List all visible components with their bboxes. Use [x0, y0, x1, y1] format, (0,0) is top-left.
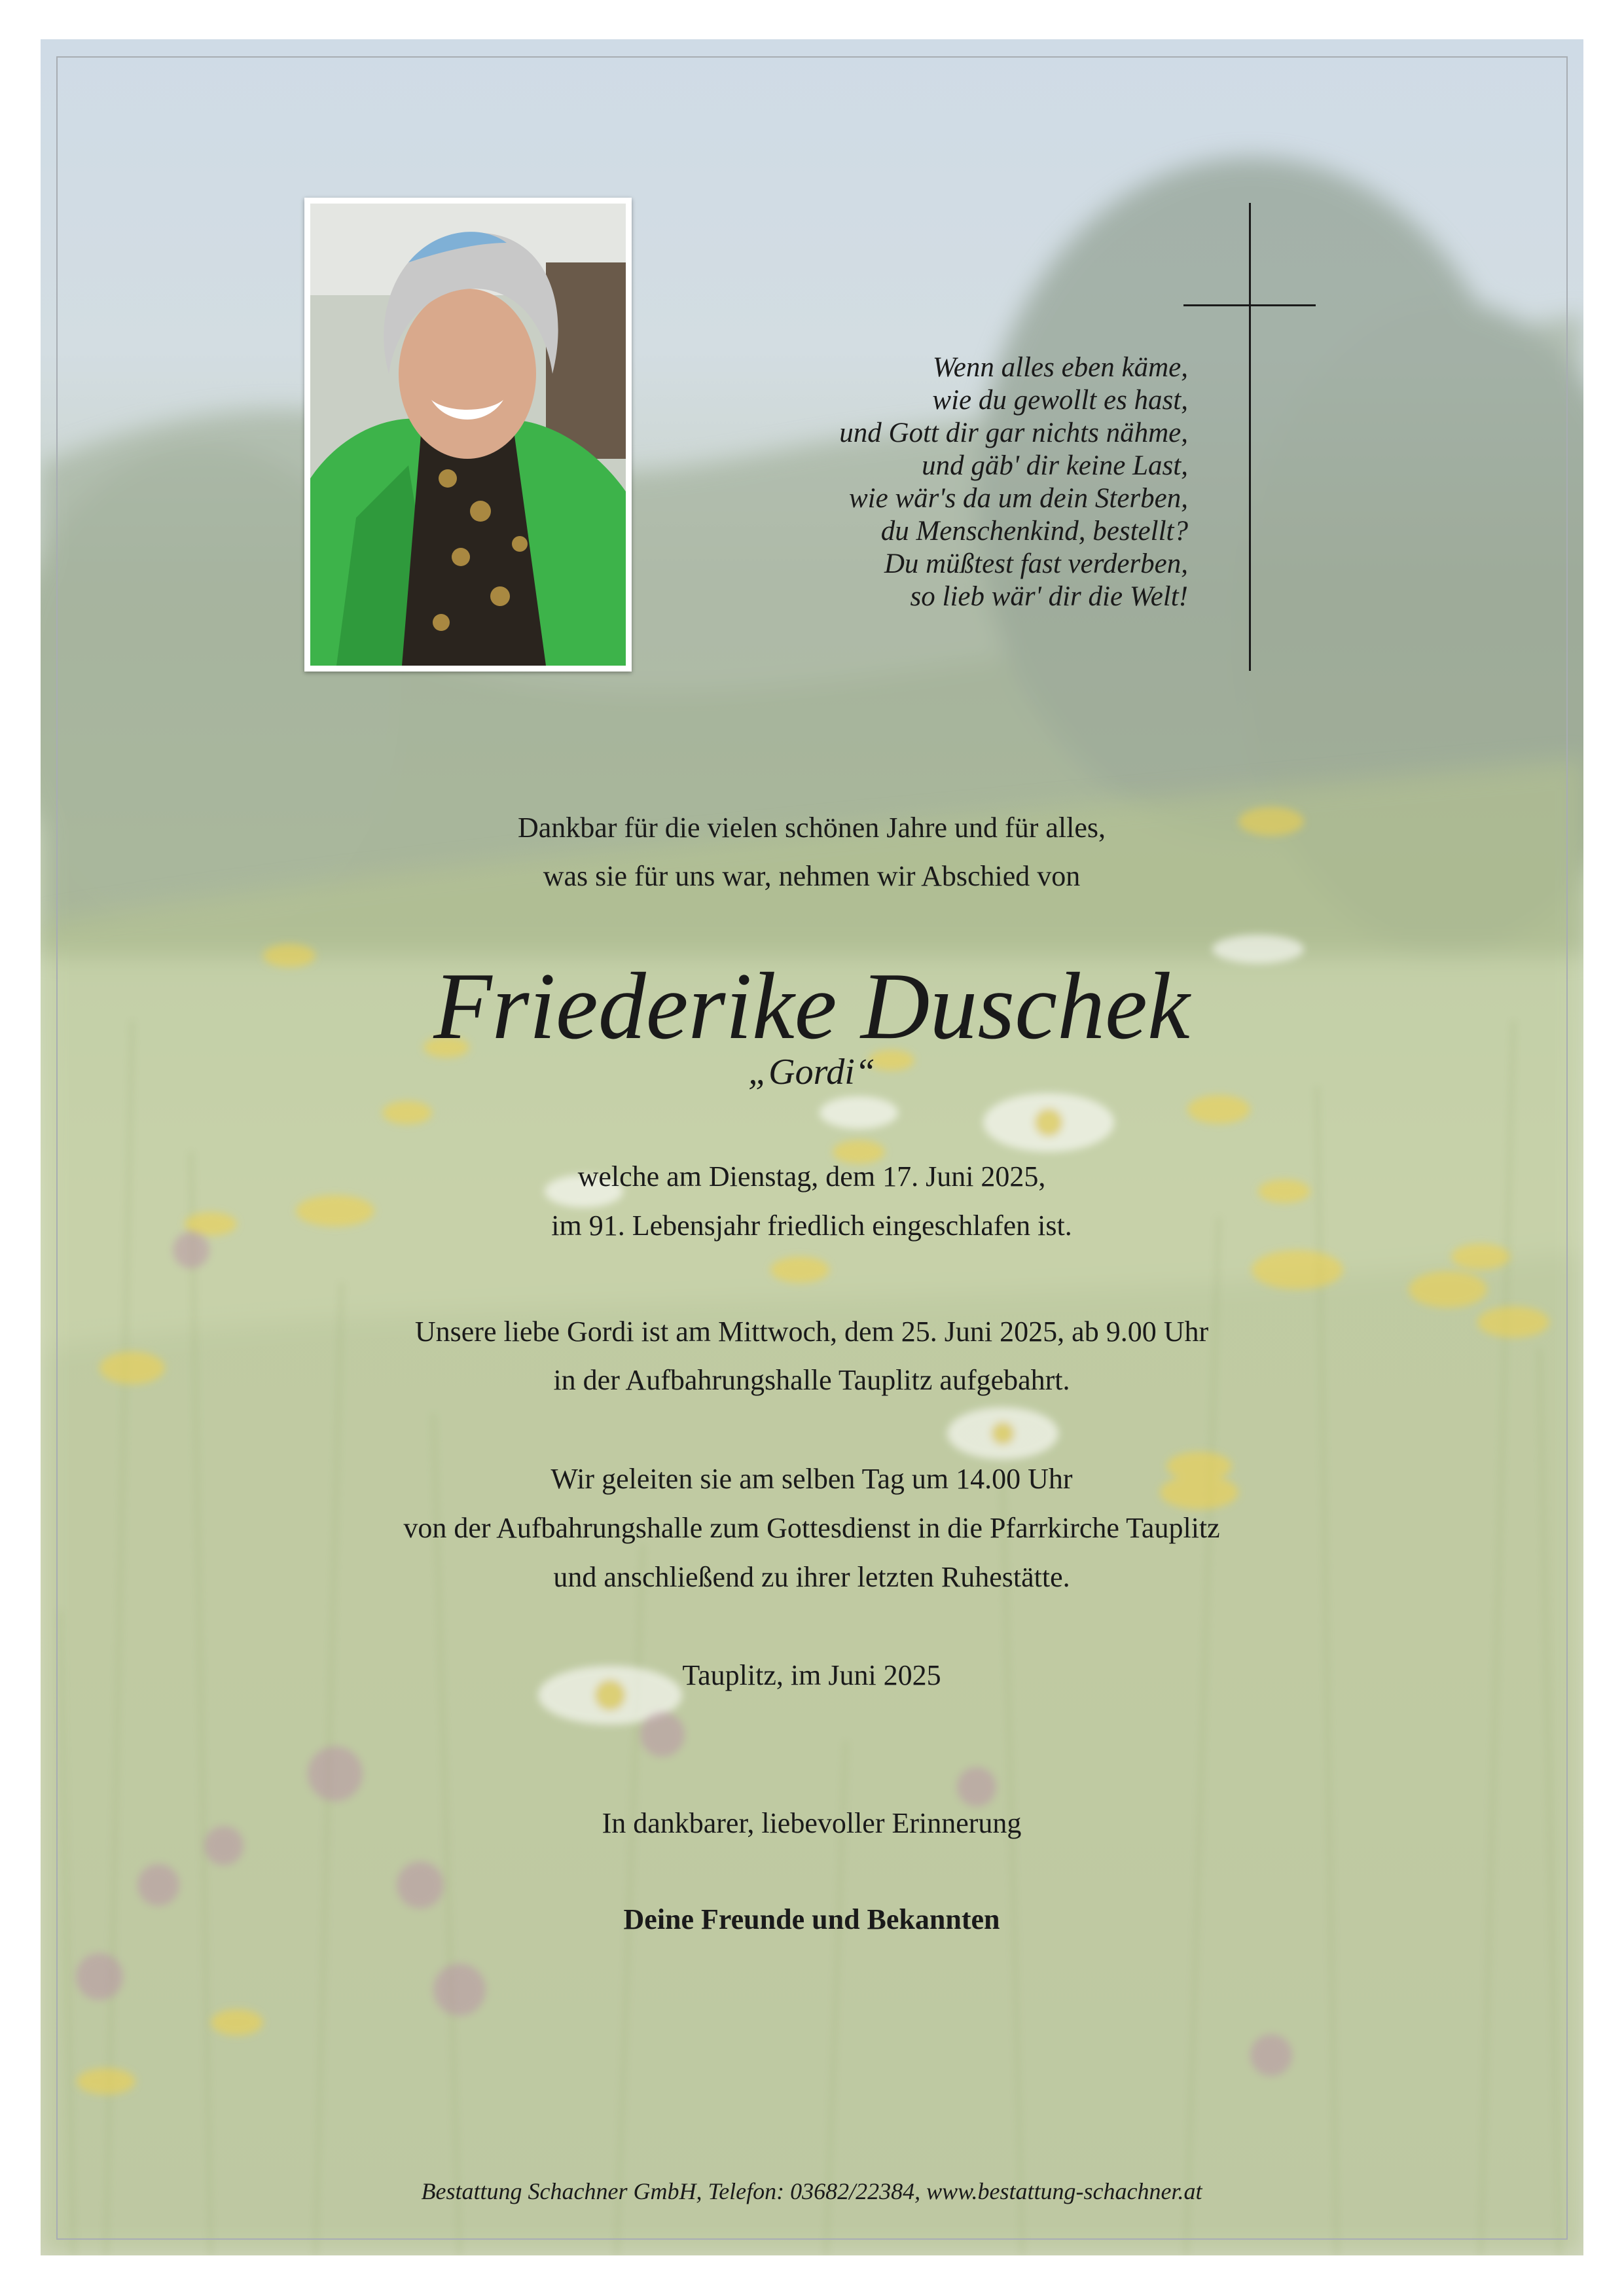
poem-line: und gäb' dir keine Last,: [922, 450, 1188, 481]
poem-line: so lieb wär' dir die Welt!: [910, 581, 1188, 612]
poem-line: Wenn alles eben käme,: [932, 352, 1188, 383]
funeral-line: von der Aufbahrungshalle zum Gottesdienst in die Pfarrkirche Tauplitz: [403, 1512, 1220, 1544]
funeral-home-footer: Bestattung Schachner GmbH, Telefon: 03682/22384, www.bestattung-schachner.at: [421, 2178, 1202, 2204]
poem: [655, 351, 1188, 613]
death-line: welche am Dienstag, dem 17. Juni 2025,: [577, 1160, 1046, 1193]
deceased-name: Friederike Duschek: [433, 953, 1190, 1059]
death-line: im 91. Lebensjahr friedlich eingeschlafen ist.: [551, 1210, 1072, 1242]
portrait-photo: [304, 198, 632, 672]
funeral-line: und anschließend zu ihrer letzten Ruhestätte.: [553, 1561, 1070, 1593]
remembrance-line: In dankbarer, liebevoller Erinnerung: [602, 1807, 1022, 1839]
poem-line: und Gott dir gar nichts nähme,: [839, 418, 1188, 448]
viewing-line: in der Aufbahrungshalle Tauplitz aufgebahrt.: [553, 1364, 1070, 1396]
poem-line: wie du gewollt es hast,: [932, 385, 1188, 416]
portrait-image: [310, 204, 626, 666]
poem-line: wie wär's da um dein Sterben,: [849, 483, 1188, 514]
poem-line: Du müßtest fast verderben,: [884, 548, 1188, 579]
intro-line: was sie für uns war, nehmen wir Abschied von: [543, 860, 1081, 892]
intro-line: Dankbar für die vielen schönen Jahre und für alles,: [517, 812, 1106, 844]
place-date: Tauplitz, im Juni 2025: [682, 1659, 941, 1691]
funeral-line: Wir geleiten sie am selben Tag um 14.00 Uhr: [550, 1463, 1073, 1495]
deceased-nickname: „Gordi“: [748, 1052, 875, 1092]
signature: Deine Freunde und Bekannten: [623, 1903, 1000, 1935]
cross-icon: [1183, 203, 1316, 671]
poem-line: du Menschenkind, bestellt?: [880, 516, 1188, 547]
viewing-line: Unsere liebe Gordi ist am Mittwoch, dem 25. Juni 2025, ab 9.00 Uhr: [414, 1316, 1209, 1348]
